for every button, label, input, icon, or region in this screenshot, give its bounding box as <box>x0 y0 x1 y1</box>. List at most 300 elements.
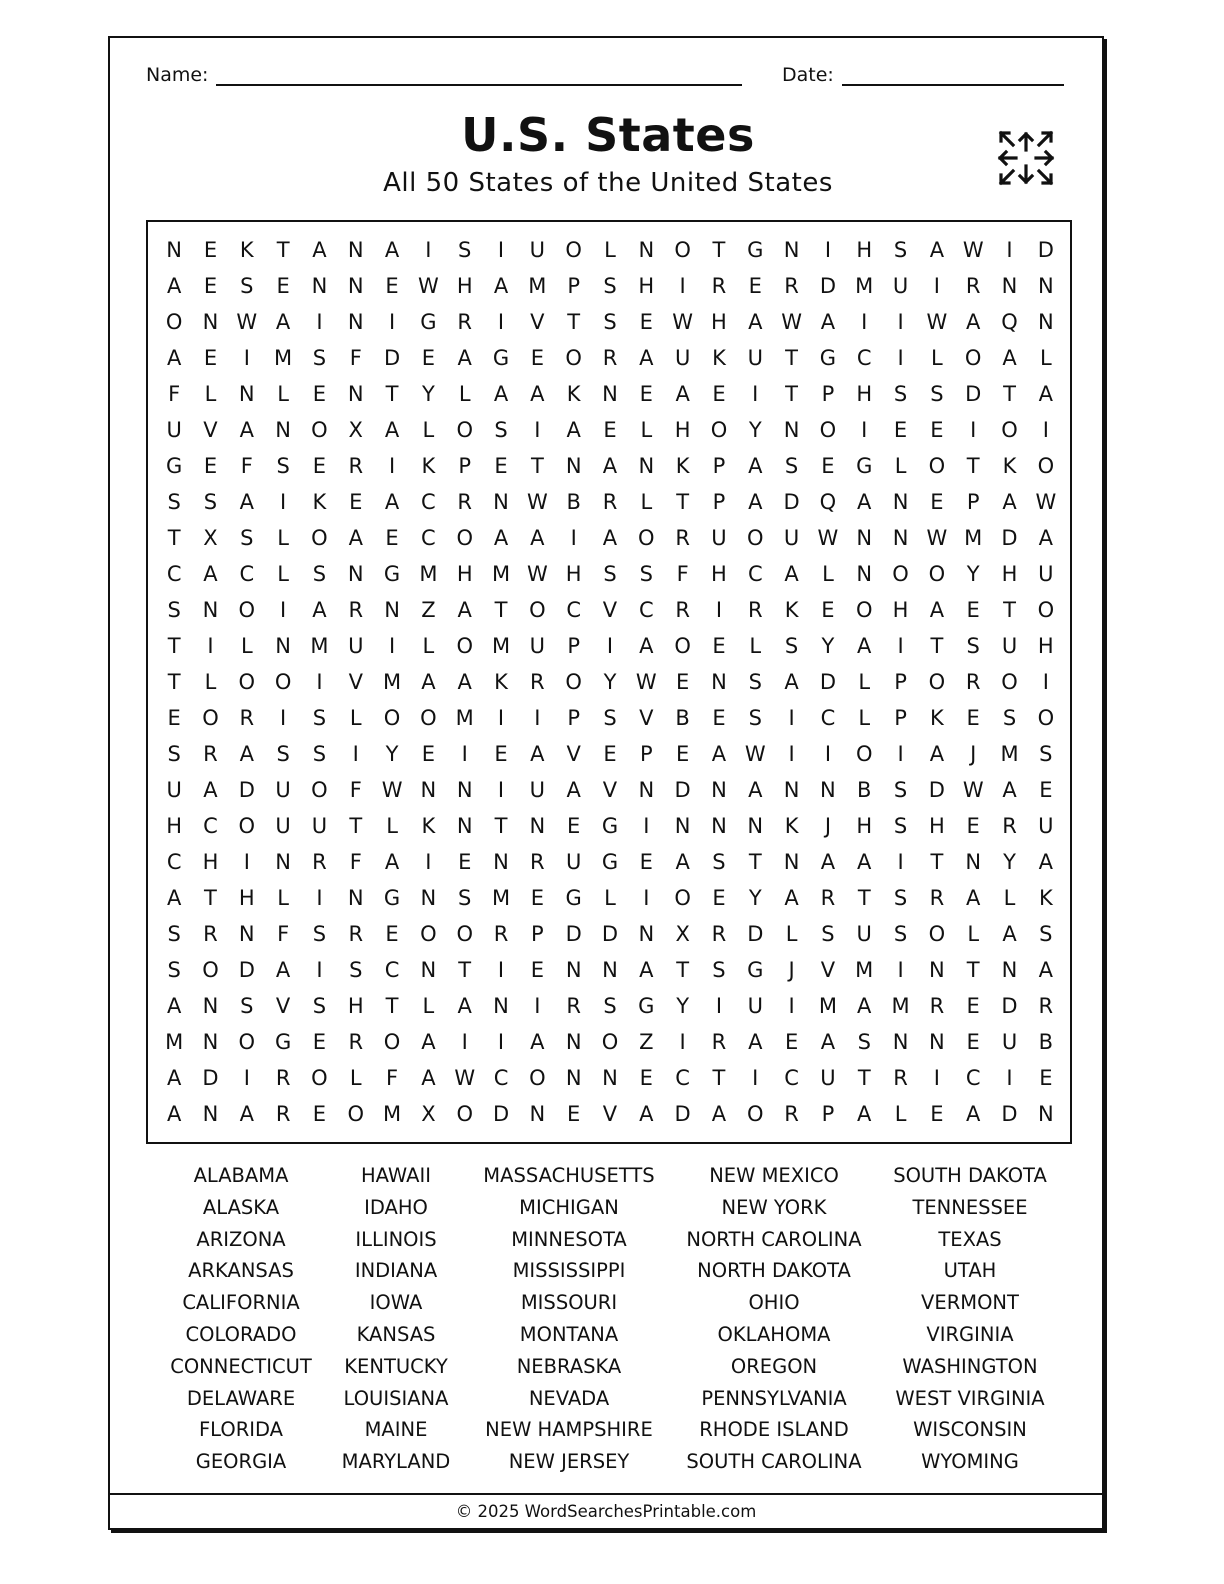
grid-letter[interactable]: S <box>240 526 254 550</box>
grid-letter[interactable]: X <box>348 418 363 442</box>
grid-letter[interactable]: R <box>602 346 618 370</box>
grid-letter[interactable]: A <box>239 490 254 514</box>
grid-letter[interactable]: S <box>349 958 363 982</box>
grid-letter[interactable]: L <box>386 814 398 838</box>
date-blank-line[interactable] <box>842 66 1064 86</box>
grid-letter[interactable]: W <box>926 526 948 550</box>
grid-letter[interactable]: I <box>280 490 287 514</box>
grid-letter[interactable]: X <box>203 526 218 550</box>
grid-letter[interactable]: O <box>565 346 582 370</box>
grid-letter[interactable]: O <box>311 1066 328 1090</box>
grid-letter[interactable]: A <box>166 886 182 910</box>
grid-letter[interactable]: I <box>243 850 250 874</box>
grid-letter[interactable]: N <box>347 310 364 334</box>
grid-letter[interactable]: A <box>1038 382 1054 406</box>
grid-letter[interactable]: Y <box>676 994 690 1018</box>
grid-letter[interactable]: G <box>856 454 873 478</box>
grid-letter[interactable]: V <box>203 418 218 442</box>
grid-letter[interactable]: N <box>420 958 437 982</box>
grid-letter[interactable]: E <box>712 706 726 730</box>
grid-letter[interactable]: S <box>1039 922 1053 946</box>
grid-letter[interactable]: A <box>166 1102 182 1126</box>
grid-letter[interactable]: J <box>824 814 832 838</box>
grid-letter[interactable]: V <box>602 598 618 622</box>
grid-letter[interactable]: M <box>419 562 438 586</box>
grid-letter[interactable]: A <box>857 490 872 514</box>
grid-letter[interactable]: T <box>966 958 980 982</box>
grid-letter[interactable]: N <box>493 490 509 514</box>
grid-letter[interactable]: S <box>458 886 472 910</box>
grid-letter[interactable]: T <box>385 994 399 1018</box>
grid-letter[interactable]: C <box>856 346 872 370</box>
grid-letter[interactable]: N <box>711 778 727 802</box>
grid-letter[interactable]: G <box>565 886 582 910</box>
grid-letter[interactable]: A <box>1038 526 1054 550</box>
grid-letter[interactable]: A <box>566 418 581 442</box>
grid-letter[interactable]: T <box>530 454 544 478</box>
grid-letter[interactable]: F <box>349 346 362 370</box>
grid-letter[interactable]: I <box>715 994 723 1018</box>
grid-letter[interactable]: R <box>1038 994 1054 1018</box>
grid-letter[interactable]: I <box>316 310 323 334</box>
grid-letter[interactable]: V <box>639 706 654 730</box>
grid-letter[interactable]: R <box>675 526 690 550</box>
grid-letter[interactable]: L <box>894 1102 907 1126</box>
grid-letter[interactable]: E <box>821 454 835 478</box>
grid-letter[interactable]: A <box>711 1102 727 1126</box>
grid-letter[interactable]: K <box>312 490 327 514</box>
grid-letter[interactable]: P <box>894 706 907 730</box>
grid-letter[interactable]: S <box>857 1030 871 1054</box>
grid-letter[interactable]: P <box>712 490 726 514</box>
grid-letter[interactable]: A <box>275 310 291 334</box>
grid-letter[interactable]: A <box>857 994 872 1018</box>
grid-letter[interactable]: W <box>526 562 548 586</box>
grid-letter[interactable]: N <box>711 814 727 838</box>
grid-letter[interactable]: S <box>276 742 290 766</box>
grid-letter[interactable]: L <box>1039 346 1052 370</box>
grid-letter[interactable]: E <box>385 526 399 550</box>
grid-letter[interactable]: S <box>312 562 327 586</box>
grid-letter[interactable]: A <box>966 886 981 910</box>
grid-letter[interactable]: O <box>964 346 982 370</box>
grid-letter[interactable]: U <box>166 778 182 802</box>
grid-letter[interactable]: E <box>421 742 436 766</box>
grid-letter[interactable]: I <box>788 706 795 730</box>
grid-letter[interactable]: T <box>930 634 944 658</box>
grid-letter[interactable]: P <box>821 382 835 406</box>
grid-letter[interactable]: H <box>638 274 655 298</box>
grid-letter[interactable]: N <box>275 850 291 874</box>
grid-letter[interactable]: G <box>819 346 837 370</box>
grid-letter[interactable]: N <box>783 238 800 262</box>
grid-letter[interactable]: M <box>528 274 547 298</box>
grid-letter[interactable]: C <box>566 598 581 622</box>
grid-letter[interactable]: D <box>783 490 800 514</box>
grid-letter[interactable]: I <box>897 310 904 334</box>
grid-letter[interactable]: H <box>1037 634 1054 658</box>
grid-letter[interactable]: M <box>455 706 474 730</box>
grid-letter[interactable]: O <box>892 562 909 586</box>
grid-letter[interactable]: S <box>893 814 908 838</box>
grid-letter[interactable]: O <box>456 922 473 946</box>
grid-letter[interactable]: L <box>277 562 289 586</box>
grid-letter[interactable]: E <box>712 886 726 910</box>
grid-letter[interactable]: S <box>203 490 218 514</box>
grid-letter[interactable]: E <box>1039 778 1053 802</box>
grid-letter[interactable]: R <box>784 1102 799 1126</box>
grid-letter[interactable]: N <box>674 814 691 838</box>
grid-letter[interactable]: S <box>603 274 617 298</box>
grid-letter[interactable]: B <box>1038 1030 1054 1054</box>
grid-letter[interactable]: V <box>566 742 581 766</box>
grid-letter[interactable]: U <box>275 778 291 802</box>
grid-letter[interactable]: S <box>312 922 327 946</box>
grid-letter[interactable]: A <box>348 526 363 550</box>
grid-letter[interactable]: T <box>785 346 798 370</box>
grid-letter[interactable]: K <box>1002 454 1017 478</box>
grid-letter[interactable]: G <box>601 814 619 838</box>
grid-letter[interactable]: O <box>529 1066 546 1090</box>
grid-letter[interactable]: S <box>458 238 472 262</box>
grid-letter[interactable]: T <box>204 886 217 910</box>
grid-letter[interactable]: A <box>857 850 872 874</box>
grid-letter[interactable]: T <box>167 526 181 550</box>
grid-letter[interactable]: A <box>275 958 291 982</box>
grid-letter[interactable]: T <box>458 958 472 982</box>
grid-letter[interactable]: A <box>784 670 799 694</box>
grid-letter[interactable]: S <box>893 382 908 406</box>
grid-letter[interactable]: R <box>675 598 690 622</box>
grid-letter[interactable]: E <box>530 346 544 370</box>
grid-letter[interactable]: M <box>383 670 402 694</box>
grid-letter[interactable]: F <box>277 922 290 946</box>
grid-letter[interactable]: Z <box>421 598 436 622</box>
grid-letter[interactable]: O <box>274 670 292 694</box>
grid-letter[interactable]: L <box>277 886 289 910</box>
grid-letter[interactable]: I <box>461 742 468 766</box>
grid-letter[interactable]: T <box>712 238 726 262</box>
grid-letter[interactable]: E <box>276 274 290 298</box>
grid-letter[interactable]: I <box>352 742 359 766</box>
grid-letter[interactable]: O <box>710 418 728 442</box>
grid-letter[interactable]: I <box>534 706 541 730</box>
grid-letter[interactable]: G <box>601 850 619 874</box>
grid-letter[interactable]: E <box>966 814 980 838</box>
grid-letter[interactable]: I <box>570 526 577 550</box>
grid-letter[interactable]: C <box>638 598 654 622</box>
grid-letter[interactable]: O <box>456 418 473 442</box>
grid-letter[interactable]: D <box>747 922 764 946</box>
grid-letter[interactable]: I <box>643 886 650 910</box>
grid-letter[interactable]: D <box>601 922 619 946</box>
grid-letter[interactable]: I <box>425 238 432 262</box>
grid-letter[interactable]: I <box>497 706 505 730</box>
grid-letter[interactable]: C <box>675 1066 690 1090</box>
grid-letter[interactable]: V <box>348 670 363 694</box>
grid-letter[interactable]: E <box>494 742 508 766</box>
grid-letter[interactable]: E <box>567 1102 581 1126</box>
grid-letter[interactable]: N <box>929 958 945 982</box>
grid-letter[interactable]: P <box>567 706 580 730</box>
grid-letter[interactable]: M <box>491 562 511 586</box>
grid-letter[interactable]: B <box>566 490 581 514</box>
grid-letter[interactable]: U <box>747 994 763 1018</box>
grid-letter[interactable]: I <box>461 1030 468 1054</box>
grid-letter[interactable]: O <box>928 562 946 586</box>
grid-letter[interactable]: E <box>675 670 690 694</box>
grid-letter[interactable]: I <box>243 1066 250 1090</box>
grid-letter[interactable]: M <box>165 1030 184 1054</box>
grid-letter[interactable]: V <box>275 994 291 1018</box>
grid-letter[interactable]: I <box>425 850 432 874</box>
grid-letter[interactable]: H <box>928 814 945 838</box>
grid-letter[interactable]: H <box>892 598 909 622</box>
grid-letter[interactable]: B <box>675 706 690 730</box>
grid-letter[interactable]: S <box>893 886 908 910</box>
grid-letter[interactable]: E <box>203 274 218 298</box>
grid-letter[interactable]: A <box>1002 922 1017 946</box>
grid-letter[interactable]: I <box>824 742 832 766</box>
grid-letter[interactable]: Y <box>603 670 617 694</box>
grid-letter[interactable]: I <box>752 382 759 406</box>
grid-letter[interactable]: Y <box>421 382 435 406</box>
grid-letter[interactable]: D <box>819 670 836 694</box>
grid-letter[interactable]: S <box>712 850 726 874</box>
grid-letter[interactable]: R <box>457 490 472 514</box>
grid-letter[interactable]: D <box>1037 238 1054 262</box>
grid-letter[interactable]: R <box>711 274 727 298</box>
grid-letter[interactable]: Q <box>1001 310 1018 334</box>
grid-letter[interactable]: E <box>966 598 980 622</box>
grid-letter[interactable]: L <box>422 634 435 658</box>
grid-letter[interactable]: F <box>349 778 362 802</box>
grid-letter[interactable]: E <box>675 742 690 766</box>
grid-letter[interactable]: O <box>1001 670 1018 694</box>
grid-letter[interactable]: T <box>349 814 363 838</box>
grid-letter[interactable]: A <box>1002 346 1017 370</box>
grid-letter[interactable]: N <box>275 418 291 442</box>
grid-letter[interactable]: A <box>166 274 182 298</box>
grid-letter[interactable]: E <box>349 490 363 514</box>
grid-letter[interactable]: A <box>675 382 690 406</box>
grid-letter[interactable]: N <box>892 1030 909 1054</box>
grid-letter[interactable]: T <box>676 958 690 982</box>
grid-letter[interactable]: A <box>639 346 654 370</box>
grid-letter[interactable]: E <box>458 850 472 874</box>
grid-letter[interactable]: S <box>167 598 181 622</box>
grid-letter[interactable]: D <box>238 778 255 802</box>
grid-letter[interactable]: S <box>603 994 617 1018</box>
grid-letter[interactable]: U <box>892 274 909 298</box>
grid-letter[interactable]: G <box>747 238 764 262</box>
grid-letter[interactable]: E <box>421 346 436 370</box>
grid-letter[interactable]: A <box>457 598 472 622</box>
grid-letter[interactable]: A <box>966 310 981 334</box>
name-blank-line[interactable] <box>216 66 742 86</box>
grid-letter[interactable]: U <box>820 1066 836 1090</box>
grid-letter[interactable]: N <box>384 598 400 622</box>
grid-letter[interactable]: O <box>456 1102 473 1126</box>
grid-letter[interactable]: A <box>421 1066 436 1090</box>
grid-letter[interactable]: I <box>280 706 287 730</box>
grid-letter[interactable]: A <box>857 1102 872 1126</box>
grid-letter[interactable]: L <box>967 922 980 946</box>
grid-letter[interactable]: U <box>348 634 364 658</box>
grid-letter[interactable]: R <box>893 1066 908 1090</box>
grid-letter[interactable]: S <box>893 778 908 802</box>
grid-letter[interactable]: U <box>529 778 546 802</box>
grid-letter[interactable]: E <box>639 1066 653 1090</box>
grid-letter[interactable]: Y <box>748 886 762 910</box>
grid-letter[interactable]: E <box>603 742 617 766</box>
grid-letter[interactable]: N <box>529 814 546 838</box>
grid-letter[interactable]: N <box>456 778 473 802</box>
grid-letter[interactable]: N <box>1037 274 1054 298</box>
grid-letter[interactable]: I <box>280 598 287 622</box>
grid-letter[interactable]: L <box>422 994 435 1018</box>
grid-letter[interactable]: A <box>384 238 400 262</box>
grid-letter[interactable]: I <box>752 1066 759 1090</box>
grid-letter[interactable]: Z <box>639 1030 654 1054</box>
grid-letter[interactable]: L <box>349 706 362 730</box>
grid-letter[interactable]: N <box>638 922 655 946</box>
grid-letter[interactable]: A <box>929 742 945 766</box>
grid-letter[interactable]: W <box>381 778 403 802</box>
grid-letter[interactable]: N <box>856 526 873 550</box>
grid-letter[interactable]: A <box>1038 958 1054 982</box>
grid-letter[interactable]: O <box>1037 598 1055 622</box>
grid-letter[interactable]: N <box>856 562 873 586</box>
grid-letter[interactable]: I <box>861 418 868 442</box>
grid-letter[interactable]: L <box>858 706 871 730</box>
grid-letter[interactable]: V <box>530 310 545 334</box>
grid-letter[interactable]: I <box>316 886 323 910</box>
grid-letter[interactable]: A <box>639 634 654 658</box>
grid-letter[interactable]: C <box>384 958 400 982</box>
grid-letter[interactable]: I <box>897 742 904 766</box>
grid-letter[interactable]: G <box>274 1030 292 1054</box>
grid-letter[interactable]: N <box>965 850 982 874</box>
grid-letter[interactable]: I <box>679 1030 686 1054</box>
grid-letter[interactable]: A <box>239 742 254 766</box>
grid-letter[interactable]: T <box>712 1066 726 1090</box>
grid-letter[interactable]: M <box>274 346 293 370</box>
grid-letter[interactable]: U <box>783 526 800 550</box>
grid-letter[interactable]: S <box>312 706 327 730</box>
grid-letter[interactable]: Y <box>1003 850 1016 874</box>
grid-letter[interactable]: A <box>493 382 509 406</box>
grid-letter[interactable]: O <box>202 958 219 982</box>
grid-letter[interactable]: K <box>421 454 436 478</box>
grid-letter[interactable]: D <box>674 778 691 802</box>
grid-letter[interactable]: R <box>493 922 509 946</box>
grid-letter[interactable]: C <box>747 562 763 586</box>
grid-letter[interactable]: A <box>748 1030 763 1054</box>
grid-letter[interactable]: T <box>1003 382 1016 406</box>
grid-letter[interactable]: O <box>855 598 873 622</box>
grid-letter[interactable]: N <box>1037 1102 1054 1126</box>
grid-letter[interactable]: R <box>203 742 218 766</box>
grid-letter[interactable]: I <box>1042 670 1049 694</box>
grid-letter[interactable]: Y <box>748 418 762 442</box>
grid-letter[interactable]: E <box>712 634 726 658</box>
grid-letter[interactable]: K <box>494 670 508 694</box>
grid-letter[interactable]: R <box>965 670 981 694</box>
grid-letter[interactable]: S <box>167 958 181 982</box>
grid-letter[interactable]: T <box>930 850 944 874</box>
grid-letter[interactable]: S <box>167 490 181 514</box>
grid-letter[interactable]: A <box>312 598 327 622</box>
grid-letter[interactable]: F <box>676 562 689 586</box>
grid-letter[interactable]: I <box>388 634 396 658</box>
grid-letter[interactable]: N <box>1001 958 1018 982</box>
grid-letter[interactable]: H <box>856 814 873 838</box>
grid-letter[interactable]: U <box>1001 1030 1018 1054</box>
grid-letter[interactable]: A <box>820 850 836 874</box>
grid-letter[interactable]: S <box>712 958 726 982</box>
grid-letter[interactable]: S <box>167 922 181 946</box>
grid-letter[interactable]: E <box>639 382 653 406</box>
grid-letter[interactable]: R <box>1002 814 1017 838</box>
grid-letter[interactable]: D <box>202 1066 219 1090</box>
grid-letter[interactable]: L <box>604 886 616 910</box>
grid-letter[interactable]: A <box>748 454 763 478</box>
grid-letter[interactable]: N <box>602 382 618 406</box>
grid-letter[interactable]: R <box>711 1030 727 1054</box>
grid-letter[interactable]: O <box>1001 418 1018 442</box>
grid-letter[interactable]: N <box>238 382 255 406</box>
grid-letter[interactable]: N <box>892 526 909 550</box>
grid-letter[interactable]: H <box>238 886 255 910</box>
grid-letter[interactable]: L <box>640 418 653 442</box>
grid-letter[interactable]: I <box>316 958 323 982</box>
grid-letter[interactable]: S <box>1002 706 1017 730</box>
grid-letter[interactable]: E <box>821 598 835 622</box>
grid-letter[interactable]: R <box>348 922 364 946</box>
grid-letter[interactable]: L <box>349 1066 362 1090</box>
grid-letter[interactable]: L <box>277 382 289 406</box>
grid-letter[interactable]: L <box>785 922 798 946</box>
grid-letter[interactable]: H <box>456 562 473 586</box>
grid-letter[interactable]: N <box>1001 274 1018 298</box>
grid-letter[interactable]: N <box>783 850 800 874</box>
grid-letter[interactable]: O <box>238 1030 256 1054</box>
grid-letter[interactable]: A <box>312 238 327 262</box>
grid-letter[interactable]: I <box>243 346 250 370</box>
grid-letter[interactable]: T <box>857 1066 871 1090</box>
grid-letter[interactable]: V <box>602 778 618 802</box>
grid-letter[interactable]: U <box>529 238 546 262</box>
grid-letter[interactable]: A <box>602 454 618 478</box>
grid-letter[interactable]: L <box>204 670 217 694</box>
grid-letter[interactable]: U <box>166 418 182 442</box>
grid-letter[interactable]: D <box>1001 526 1018 550</box>
grid-letter[interactable]: A <box>384 490 400 514</box>
grid-letter[interactable]: K <box>566 382 581 406</box>
grid-letter[interactable]: A <box>639 1102 654 1126</box>
grid-letter[interactable]: N <box>238 922 255 946</box>
grid-letter[interactable]: M <box>818 994 837 1018</box>
grid-letter[interactable]: E <box>930 418 944 442</box>
grid-letter[interactable]: O <box>311 418 328 442</box>
grid-letter[interactable]: Y <box>385 742 399 766</box>
grid-letter[interactable]: S <box>784 454 799 478</box>
grid-letter[interactable]: U <box>674 346 691 370</box>
grid-letter[interactable]: G <box>492 346 510 370</box>
grid-letter[interactable]: O <box>529 598 546 622</box>
grid-letter[interactable]: I <box>497 778 505 802</box>
